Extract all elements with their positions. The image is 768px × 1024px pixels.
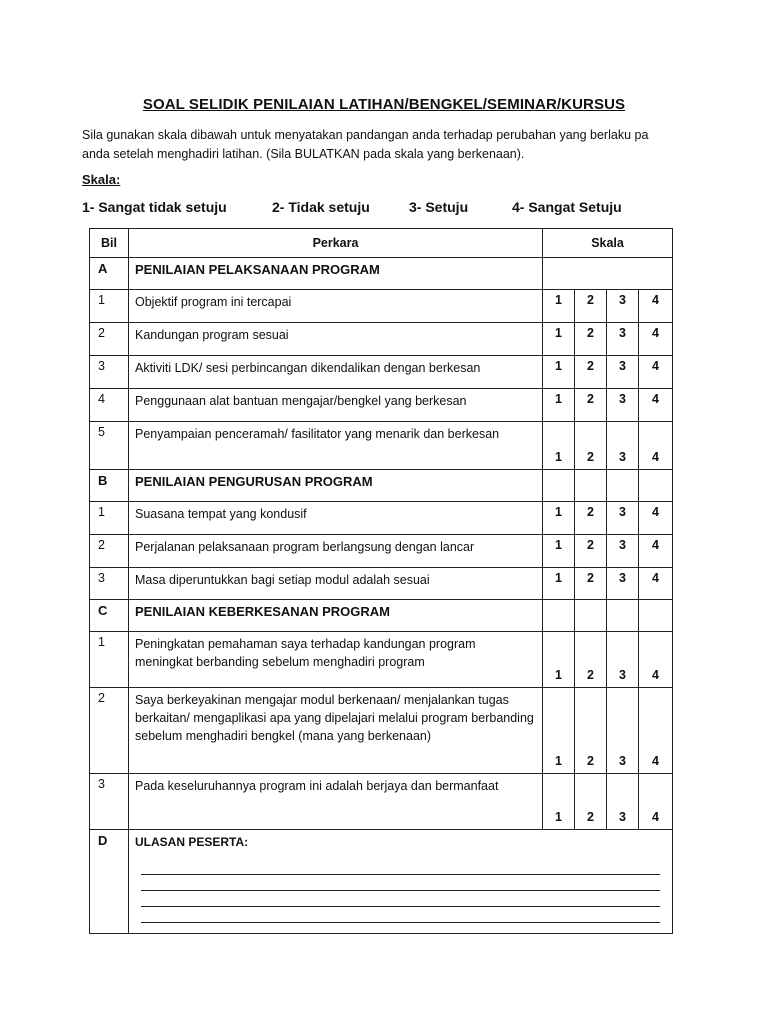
comments-lines[interactable] [141, 859, 660, 923]
section-scale-blank [575, 600, 607, 632]
item-no: 3 [90, 568, 129, 600]
scale-option-1[interactable]: 1 [543, 356, 575, 389]
item-text: Peningkatan pemahaman saya terhadap kandungan program meningkat berbanding sebelum menghadiri program [129, 632, 543, 688]
table-row [90, 632, 673, 688]
section-scale-blank [543, 600, 575, 632]
item-no: 2 [90, 688, 129, 774]
item-no: 2 [90, 535, 129, 568]
scale-option-4[interactable]: 4 [639, 356, 673, 389]
item-no: 2 [90, 323, 129, 356]
scale-option-1[interactable]: 1 [543, 568, 575, 600]
scale-option-1[interactable]: 1 [543, 502, 575, 535]
scale-option-4[interactable]: 4 [639, 290, 673, 323]
document-title: SOAL SELIDIK PENILAIAN LATIHAN/BENGKEL/SEMINAR/KURSUS [142, 96, 626, 113]
comment-line[interactable] [141, 907, 660, 923]
table-row [90, 535, 673, 568]
scale-option-2[interactable]: 2 [575, 688, 607, 774]
section-scale-blank [543, 258, 673, 290]
scale-option-1[interactable]: 1 [543, 290, 575, 323]
section-scale-blank [543, 470, 575, 502]
scale-option-3[interactable]: 3 [607, 323, 639, 356]
section-code: A [90, 258, 129, 290]
header-perkara: Perkara [129, 229, 543, 258]
scale-option-3[interactable]: 3 [607, 290, 639, 323]
section-scale-blank [607, 600, 639, 632]
legend-2: 2- Tidak setuju [272, 199, 370, 215]
table-row [90, 290, 673, 323]
table-row [90, 688, 673, 774]
item-no: 1 [90, 290, 129, 323]
comment-line[interactable] [141, 891, 660, 907]
item-no: 4 [90, 389, 129, 422]
scale-option-2[interactable]: 2 [575, 632, 607, 688]
scale-option-3[interactable]: 3 [607, 688, 639, 774]
header-bil: Bil [90, 229, 129, 258]
scale-option-1[interactable]: 1 [543, 774, 575, 830]
legend-3: 3- Setuju [409, 199, 469, 215]
scale-option-2[interactable]: 2 [575, 389, 607, 422]
scale-option-2[interactable]: 2 [575, 290, 607, 323]
scale-option-4[interactable]: 4 [639, 688, 673, 774]
item-text: Suasana tempat yang kondusif [129, 502, 543, 535]
header-skala: Skala [543, 229, 673, 258]
legend-1: 1- Sangat tidak setuju [82, 199, 227, 215]
evaluation-table [89, 228, 673, 934]
section-row-a [90, 258, 673, 290]
section-row-d [90, 830, 673, 934]
scale-option-1[interactable]: 1 [543, 688, 575, 774]
scale-option-2[interactable]: 2 [575, 356, 607, 389]
scale-option-4[interactable]: 4 [639, 774, 673, 830]
section-title: PENILAIAN PELAKSANAAN PROGRAM [129, 258, 543, 290]
item-no: 1 [90, 502, 129, 535]
scale-label: Skala: [82, 172, 121, 187]
table-row [90, 389, 673, 422]
scale-option-2[interactable]: 2 [575, 422, 607, 470]
item-no: 5 [90, 422, 129, 470]
scale-option-4[interactable]: 4 [639, 535, 673, 568]
section-code: C [90, 600, 129, 632]
item-text: Masa diperuntukkan bagi setiap modul adalah sesuai [129, 568, 543, 600]
scale-legend [82, 199, 682, 219]
item-no: 1 [90, 632, 129, 688]
scale-option-2[interactable]: 2 [575, 568, 607, 600]
section-scale-blank [607, 470, 639, 502]
scale-option-3[interactable]: 3 [607, 502, 639, 535]
instructions [82, 126, 682, 164]
section-code: B [90, 470, 129, 502]
item-text: Perjalanan pelaksanaan program berlangsung dengan lancar [129, 535, 543, 568]
item-text: Penggunaan alat bantuan mengajar/bengkel yang berkesan [129, 389, 543, 422]
scale-option-1[interactable]: 1 [543, 422, 575, 470]
item-text: Objektif program ini tercapai [129, 290, 543, 323]
scale-option-4[interactable]: 4 [639, 632, 673, 688]
item-text: Kandungan program sesuai [129, 323, 543, 356]
scale-option-2[interactable]: 2 [575, 502, 607, 535]
instructions-line-2: anda setelah menghadiri latihan. (Sila BULATKAN pada skala yang berkenaan). [82, 147, 525, 161]
section-scale-blank [639, 600, 673, 632]
instructions-line-1: Sila gunakan skala dibawah untuk menyatakan pandangan anda terhadap perubahan yang berlaku pa [82, 128, 649, 142]
scale-option-1[interactable]: 1 [543, 632, 575, 688]
table-row [90, 502, 673, 535]
section-scale-blank [575, 470, 607, 502]
section-code: D [90, 830, 129, 934]
scale-option-3[interactable]: 3 [607, 389, 639, 422]
scale-option-4[interactable]: 4 [639, 389, 673, 422]
legend-4: 4- Sangat Setuju [512, 199, 622, 215]
scale-option-1[interactable]: 1 [543, 389, 575, 422]
scale-option-4[interactable]: 4 [639, 502, 673, 535]
section-row-c [90, 600, 673, 632]
scale-option-2[interactable]: 2 [575, 774, 607, 830]
table-row [90, 568, 673, 600]
comments-label: ULASAN PESERTA: [135, 835, 249, 849]
scale-option-2[interactable]: 2 [575, 323, 607, 356]
comment-line[interactable] [141, 859, 660, 875]
scale-option-3[interactable]: 3 [607, 632, 639, 688]
table-row [90, 774, 673, 830]
scale-option-4[interactable]: 4 [639, 568, 673, 600]
scale-option-3[interactable]: 3 [607, 535, 639, 568]
item-text: Penyampaian penceramah/ fasilitator yang menarik dan berkesan [129, 422, 543, 470]
item-text: Saya berkeyakinan mengajar modul berkenaan/ menjalankan tugas berkaitan/ mengaplikasi apa yang dipelajari melalui program berbanding sebelum menghadiri bengkel (mana yang berkenaan) [129, 688, 543, 774]
item-text: Pada keseluruhannya program ini adalah berjaya dan bermanfaat [129, 774, 543, 830]
section-scale-blank [639, 470, 673, 502]
scale-option-3[interactable]: 3 [607, 568, 639, 600]
scale-option-1[interactable]: 1 [543, 323, 575, 356]
scale-option-1[interactable]: 1 [543, 535, 575, 568]
section-row-b [90, 470, 673, 502]
comment-line[interactable] [141, 875, 660, 891]
item-text: Aktiviti LDK/ sesi perbincangan dikendalikan dengan berkesan [129, 356, 543, 389]
comments-cell [129, 830, 673, 934]
scale-option-3[interactable]: 3 [607, 422, 639, 470]
section-title: PENILAIAN PENGURUSAN PROGRAM [129, 470, 543, 502]
table-row [90, 422, 673, 470]
scale-option-2[interactable]: 2 [575, 535, 607, 568]
section-title: PENILAIAN KEBERKESANAN PROGRAM [129, 600, 543, 632]
scale-option-4[interactable]: 4 [639, 422, 673, 470]
item-no: 3 [90, 356, 129, 389]
table-row [90, 356, 673, 389]
item-no: 3 [90, 774, 129, 830]
scale-option-3[interactable]: 3 [607, 774, 639, 830]
table-row [90, 323, 673, 356]
table-header-row [90, 229, 673, 258]
scale-option-4[interactable]: 4 [639, 323, 673, 356]
scale-option-3[interactable]: 3 [607, 356, 639, 389]
